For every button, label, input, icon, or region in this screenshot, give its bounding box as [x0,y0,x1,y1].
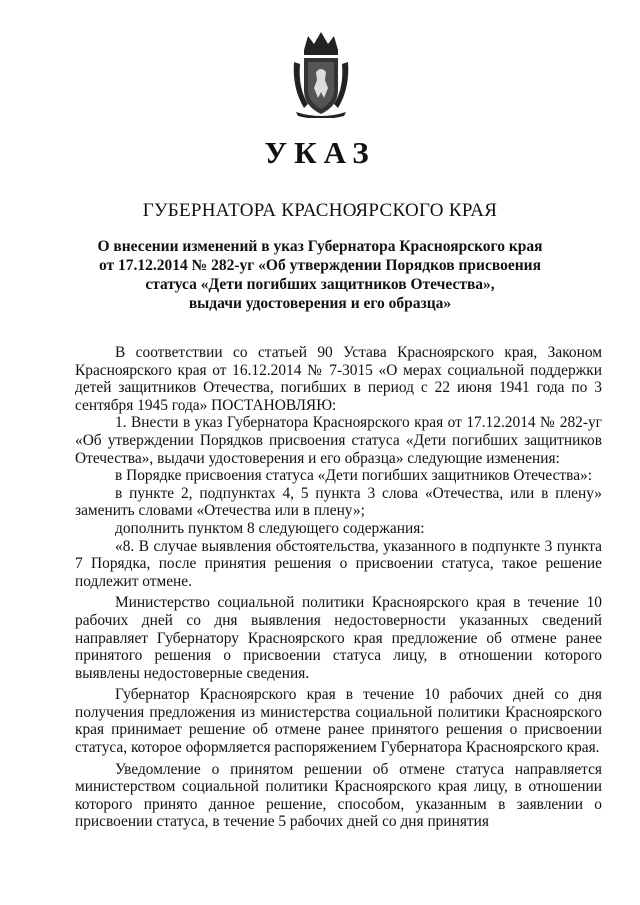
body-paragraph: В соответствии со статьей 90 Устава Красноярского края, Законом Красноярского края от 16.12.2014 № 7-3015 «О мерах социальной поддержки детей защитников Отечества, погибших в период с 22 июня 1941 года по 3 сентября 1945 года» ПОСТАНОВЛЯЮ: [75,344,602,414]
heading-line: О внесении изменений в указ Губернатора Красноярского края [97,238,543,255]
issuer-subtitle: ГУБЕРНАТОРА КРАСНОЯРСКОГО КРАЯ [142,200,498,221]
coat-of-arms-icon [290,28,352,118]
body-paragraph: в пункте 2, подпунктах 4, 5 пункта 3 слова «Отечества, или в плену» заменить словами «Отечества или в плену»; [75,484,602,520]
document-title: УКАЗ [264,135,376,170]
body-paragraph: 1. Внести в указ Губернатора Красноярского края от 17.12.2014 № 282-уг «Об утверждении Порядков присвоения статуса «Дети погибших защитников Отечества», выдачи удостоверения и его образца» следующие изменения: [75,414,602,467]
body-paragraph: Министерство социальной политики Красноярского края в течение 10 рабочих дней со дня выявления недостоверности указанных сведений направляет Губернатору Красноярского края предложение об отмене ранее принятого решения о присвоении статуса лицу, в отношении которого выявлены недостоверные сведения. [75,594,602,682]
heading-line: статуса «Дети погибших защитников Отечества», [145,276,495,293]
heading-line: выдачи удостоверения и его образца» [188,295,452,312]
body-paragraph: Губернатор Красноярского края в течение 10 рабочих дней со дня получения предложения из министерства социальной политики Красноярского края принимает решение об отмене ранее принятого решения о присвоении статуса, которое оформляется распоряжением Губернатора Красноярского края. [75,686,602,757]
decree-heading [90,237,550,313]
body-paragraph: дополнить пунктом 8 следующего содержания: [115,519,425,537]
decree-body [75,344,602,831]
body-paragraph: в Порядке присвоения статуса «Дети погибших защитников Отечества»: [115,467,593,485]
body-paragraph: Уведомление о принятом решении об отмене статуса направляется министерством социальной политики Красноярского края лицу, в отношении которого принято данное решение, способом, указанным в заявлении о присвоении статуса, в течение 5 рабочих дней со дня принятия [75,760,602,831]
heading-line: от 17.12.2014 № 282-уг «Об утверждении Порядков присвоения [99,257,541,274]
body-paragraph: «8. В случае выявления обстоятельства, указанного в подпункте 3 пункта 7 Порядка, после принятия решения о присвоении статуса, такое решение подлежит отмене. [75,537,602,590]
